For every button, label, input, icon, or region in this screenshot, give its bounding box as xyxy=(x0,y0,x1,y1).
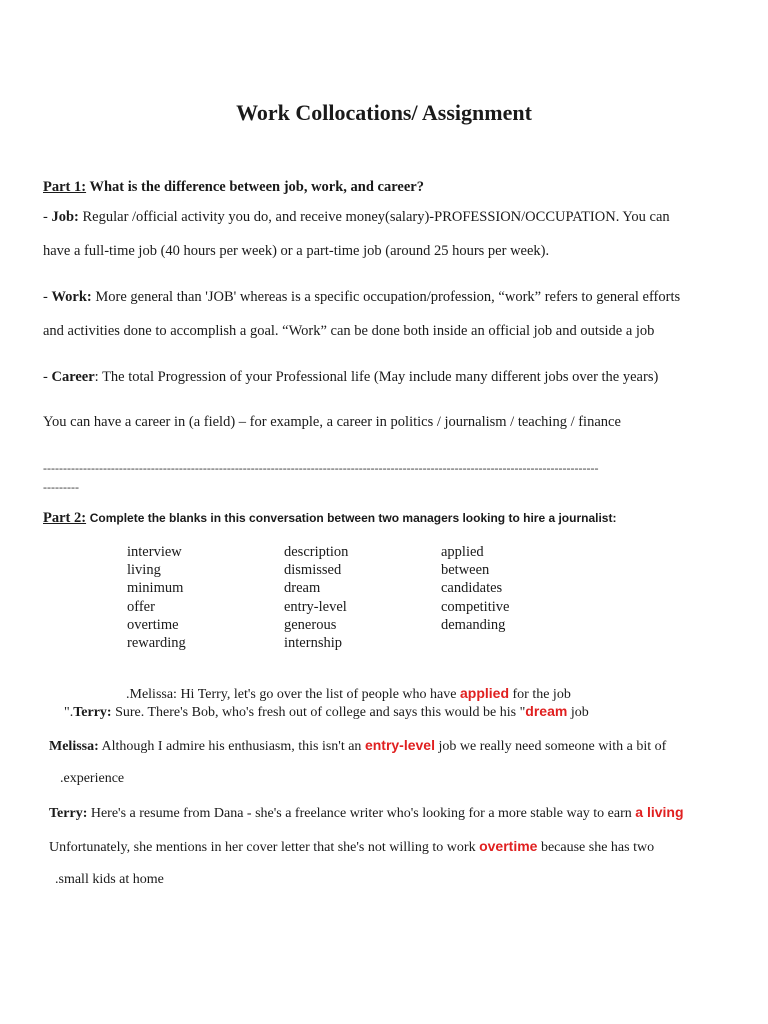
dialogue-text: job xyxy=(567,705,589,720)
dialogue-text: ". xyxy=(64,705,74,720)
answer-overtime: overtime xyxy=(479,838,538,854)
speaker-melissa: Melissa: xyxy=(49,739,99,754)
word-item: offer xyxy=(127,598,155,615)
answer-entry-level: entry-level xyxy=(364,737,435,753)
part1-heading xyxy=(43,179,424,196)
word-item: candidates xyxy=(441,580,503,597)
word-bank-col1 xyxy=(127,543,186,652)
work-line2: and activities done to accomplish a goal. “Work” can be done both inside an official job and outside a job xyxy=(43,323,655,339)
word-item: living xyxy=(127,562,161,579)
dialogue-line2 xyxy=(64,703,589,721)
word-bank-col3 xyxy=(441,543,509,634)
dialogue-text: because she has two xyxy=(537,840,655,855)
career-line1 xyxy=(43,369,658,386)
dialogue-line7: .small kids at home xyxy=(55,872,164,887)
word-item: dream xyxy=(284,580,321,597)
word-bank-col2 xyxy=(284,543,348,652)
word-item: entry-level xyxy=(284,598,347,615)
job-line2: have a full-time job (40 hours per week) or a part-time job (around 25 hours per week). xyxy=(43,243,550,259)
career-prefix: - xyxy=(43,369,52,385)
word-item: internship xyxy=(284,635,342,652)
word-item: rewarding xyxy=(127,635,186,652)
work-line1 xyxy=(43,289,680,306)
dialogue-line1 xyxy=(126,685,571,703)
page-title: Work Collocations/ Assignment xyxy=(236,100,532,125)
word-item: overtime xyxy=(127,616,179,633)
answer-applied: applied xyxy=(459,685,509,701)
dialogue-text: Sure. There's Bob, who's fresh out of college and says this would be his " xyxy=(111,705,526,720)
word-item: competitive xyxy=(441,598,510,615)
dialogue-line6 xyxy=(49,838,654,856)
work-text1: More general than 'JOB' whereas is a specific occupation/profession, “work” refers to general efforts xyxy=(91,289,681,305)
word-item: demanding xyxy=(441,616,506,633)
dialogue-text: for the job xyxy=(509,687,571,702)
word-item: minimum xyxy=(127,580,184,597)
job-term: Job: xyxy=(51,209,79,225)
answer-a-living: a living xyxy=(635,804,684,820)
part2-heading xyxy=(43,510,616,527)
word-item: between xyxy=(441,562,490,579)
dialogue-line3 xyxy=(49,737,666,755)
part2-label: Part 2: xyxy=(43,510,87,526)
divider-line1: ------------------------------------------------------------------------------------------------------------------------------------------- xyxy=(43,461,599,475)
job-line1 xyxy=(43,209,670,226)
career-example: You can have a career in (a field) – for example, a career in politics / journalism / teaching / finance xyxy=(43,414,621,430)
dialogue-line5 xyxy=(49,804,684,822)
job-prefix: - xyxy=(43,209,52,225)
dialogue-text: job we really need someone with a bit of xyxy=(434,739,667,754)
answer-dream: dream xyxy=(525,703,568,719)
part2-instruction: Complete the blanks in this conversation between two managers looking to hire a journalist: xyxy=(89,511,617,525)
work-term: Work: xyxy=(51,289,92,305)
dialogue-line4: .experience xyxy=(60,771,125,786)
divider-line2: --------- xyxy=(43,480,79,494)
speaker-terry: Terry: xyxy=(49,806,88,821)
dialogue-text: Although I admire his enthusiasm, this isn't an xyxy=(98,739,365,754)
word-item: applied xyxy=(441,544,484,560)
dialogue-text: Unfortunately, she mentions in her cover letter that she's not willing to work xyxy=(49,840,480,855)
job-text1: Regular /official activity you do, and receive money(salary)-PROFESSION/OCCUPATION. You can xyxy=(78,209,670,225)
word-item: interview xyxy=(127,544,182,560)
word-item: dismissed xyxy=(284,562,342,579)
career-text1: : The total Progression of your Professional life (May include many different jobs over the years) xyxy=(94,369,659,385)
word-item: description xyxy=(284,544,349,560)
part1-label: Part 1: xyxy=(43,179,87,195)
speaker-terry: Terry: xyxy=(73,705,112,720)
dialogue-text: .Melissa: Hi Terry, let's go over the list of people who have xyxy=(126,687,460,702)
work-prefix: - xyxy=(43,289,52,305)
word-item: generous xyxy=(284,616,337,633)
career-term: Career xyxy=(51,369,95,385)
dialogue-text: Here's a resume from Dana - she's a freelance writer who's looking for a more stable way to earn xyxy=(87,806,636,821)
part1-question: What is the difference between job, work, and career? xyxy=(89,179,424,195)
